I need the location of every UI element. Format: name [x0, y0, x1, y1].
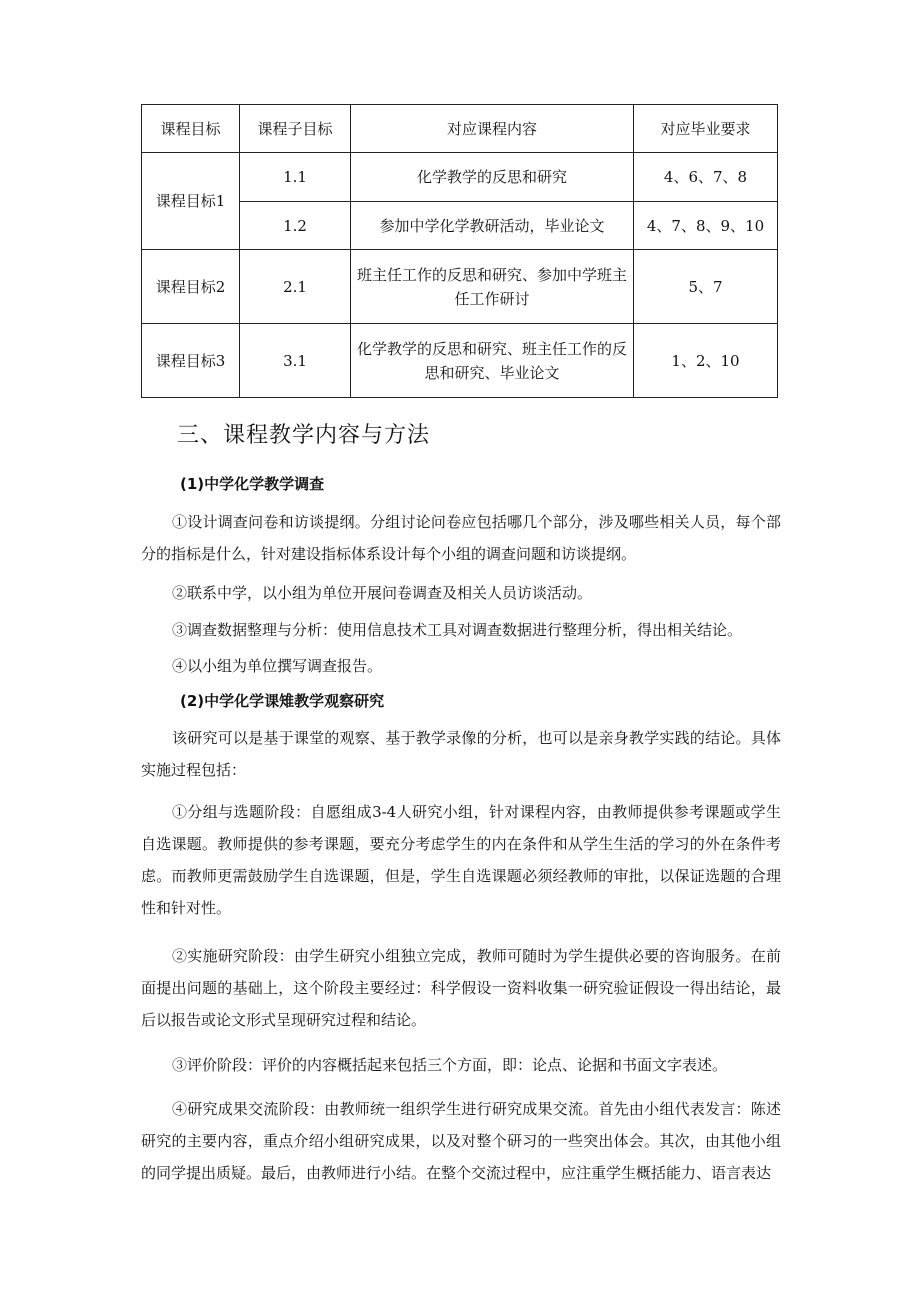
- table-row: [142, 250, 778, 324]
- table-header-row: [142, 105, 778, 153]
- paragraph: ①设计调查问卷和访谈提纲。分组讨论问卷应包括哪几个部分，涉及哪些相关人员，每个部分的指标是什么，针对建设指标体系设计每个小组的调查问题和访谈提纲。: [141, 513, 781, 563]
- paragraph: ④研究成果交流阶段：由教师统一组织学生进行研究成果交流。首先由小组代表发言：陈述研究的主要内容，重点介绍小组研究成果，以及对整个研习的一些突出体会。其次，由其他小组的同学提出质疑。最后，由教师进行小结。在整个交流过程中，应注重学生概括能力、语言表达: [141, 1100, 781, 1182]
- paragraph: ③调查数据整理与分析：使用信息技术工具对调查数据进行整理分析，得出相关结论。: [172, 621, 743, 639]
- goal-cell: 课程目标2: [142, 250, 240, 324]
- sub-goal-cell: 1.2: [240, 202, 351, 250]
- subsection-title-2: (2)中学化学课雉教学观察研究: [180, 692, 385, 710]
- paragraph: ③评价阶段：评价的内容概括起来包括三个方面，即：论点、论据和书面文字表述。: [172, 1056, 728, 1074]
- header-requirement: 对应毕业要求: [634, 105, 778, 153]
- paragraph: ②联系中学，以小组为单位开展问卷调查及相关人员访谈活动。: [172, 584, 593, 602]
- paragraph: ①分组与选题阶段：自愿组成3-4人研究小组，针对课程内容，由教师提供参考课题或学生自选课题。教师提供的参考课题，要充分考虑学生的内在条件和从学生生活的学习的外在条件考虑。而教师更需鼓励学生自选课题，但是，学生自选课题必须经教师的审批，以保证选题的合理性和针对性。: [141, 803, 781, 917]
- header-sub-goal: 课程子目标: [240, 105, 351, 153]
- sub-goal-cell: 2.1: [240, 250, 351, 324]
- section-title: 三、课程教学内容与方法: [177, 423, 431, 448]
- paragraph: 该研究可以是基于课堂的观察、基于教学录像的分析，也可以是亲身教学实践的结论。具体实施过程包括：: [141, 729, 781, 779]
- content-cell: 化学教学的反思和研究: [351, 153, 634, 202]
- subsection-title-1: (1)中学化学教学调查: [180, 475, 325, 493]
- requirement-cell: 1、2、10: [634, 324, 778, 398]
- requirement-cell: 4、7、8、9、10: [634, 202, 778, 250]
- content-cell: 参加中学化学教研活动，毕业论文: [351, 202, 634, 250]
- header-content: 对应课程内容: [351, 105, 634, 153]
- header-goal: 课程目标: [142, 105, 240, 153]
- content-cell: 班主任工作的反思和研究、参加中学班主任工作研讨: [351, 250, 634, 324]
- requirement-cell: 4、6、7、8: [634, 153, 778, 202]
- goal-cell: 课程目标1: [142, 153, 240, 250]
- goal-cell: 课程目标3: [142, 324, 240, 398]
- content-cell: 化学教学的反思和研究、班主任工作的反思和研究、毕业论文: [351, 324, 634, 398]
- table-row: [142, 153, 778, 202]
- sub-goal-cell: 3.1: [240, 324, 351, 398]
- paragraph: ④以小组为单位撰写调查报告。: [172, 657, 383, 675]
- course-goals-table: [141, 104, 778, 398]
- table-row: [142, 324, 778, 398]
- sub-goal-cell: 1.1: [240, 153, 351, 202]
- requirement-cell: 5、7: [634, 250, 778, 324]
- paragraph: ②实施研究阶段：由学生研究小组独立完成，教师可随时为学生提供必要的咨询服务。在前面提出问题的基础上，这个阶段主要经过：科学假设一资料收集一研究验证假设一得出结论，最后以报告或论文形式呈现研究过程和结论。: [141, 947, 781, 1029]
